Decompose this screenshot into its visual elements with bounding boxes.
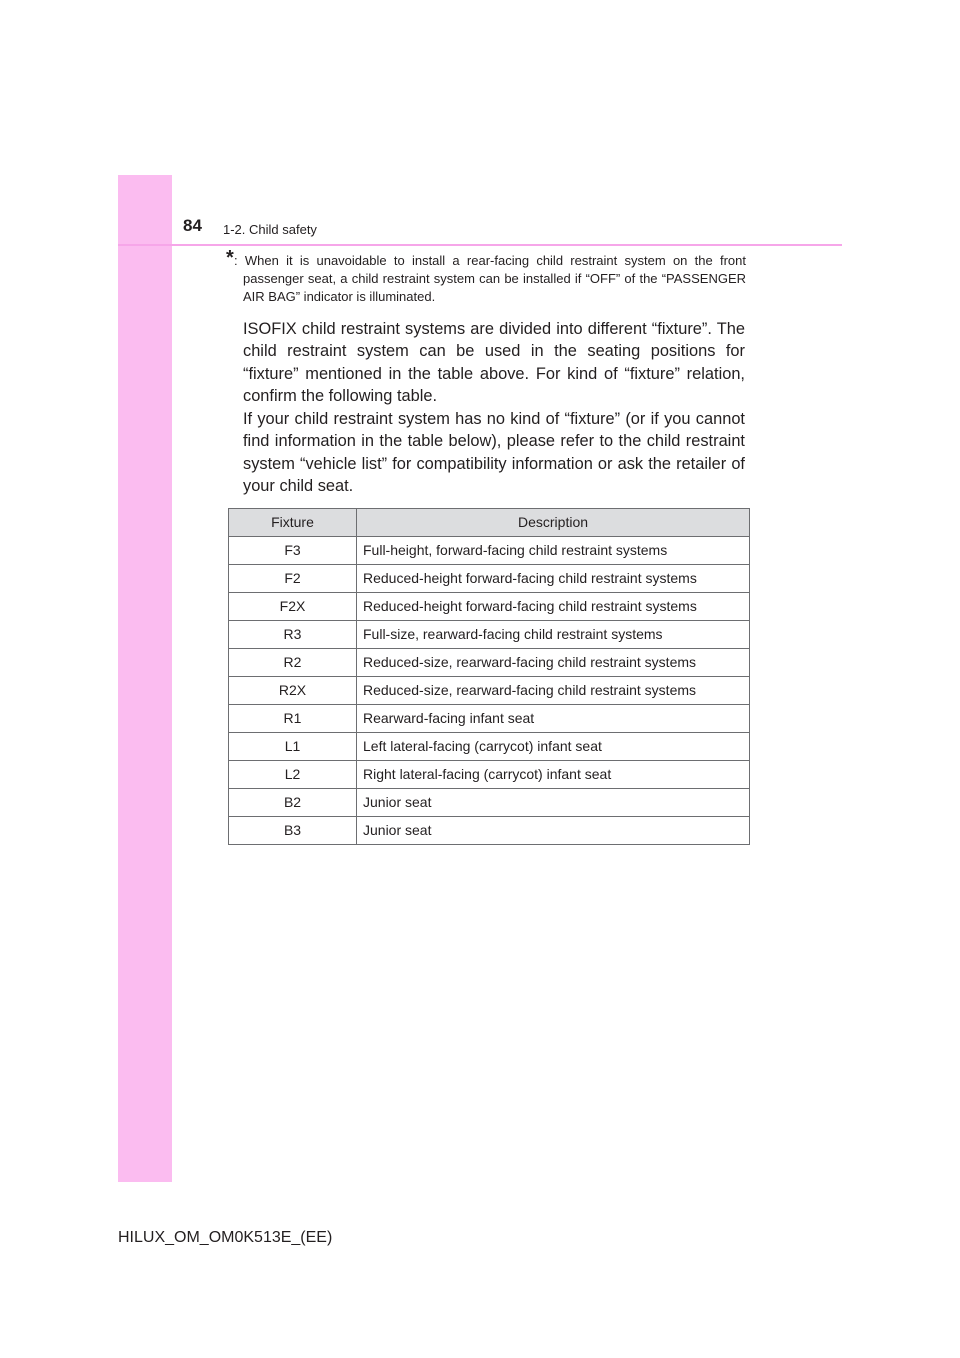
table-row [229, 537, 750, 565]
description-cell: Reduced-height forward-facing child restraint systems [357, 565, 750, 593]
description-cell: Reduced-size, rearward-facing child restraint systems [357, 677, 750, 705]
table-row [229, 593, 750, 621]
body-paragraph: ISOFIX child restraint systems are divided into different “fixture”. The child restraint system can be used in the seating positions for “fixture” mentioned in the table above. For kind of “fixture” relation, confirm the following table. [243, 320, 745, 406]
fixture-cell: F2X [229, 593, 357, 621]
document-id: HILUX_OM_OM0K513E_(EE) [118, 1229, 333, 1246]
description-cell: Left lateral-facing (carrycot) infant seat [357, 733, 750, 761]
fixture-cell: F2 [229, 565, 357, 593]
description-cell: Junior seat [357, 817, 750, 845]
fixture-cell: B3 [229, 817, 357, 845]
description-cell: Reduced-height forward-facing child restraint systems [357, 593, 750, 621]
table-row [229, 621, 750, 649]
fixture-cell: R2X [229, 677, 357, 705]
description-cell: Reduced-size, rearward-facing child restraint systems [357, 649, 750, 677]
body-paragraph: If your child restraint system has no kind of “fixture” (or if you cannot find information in the table below), please refer to the child restraint system “vehicle list” for compatibility information or ask the retailer of your child seat. [243, 410, 745, 496]
side-tab-band [118, 175, 172, 1182]
footnote-text: : When it is unavoidable to install a rear-facing child restraint system on the front passenger seat, a child restraint system can be installed if “OFF” of the “PASSENGER AIR BAG” indicator is illuminated. [234, 253, 746, 304]
footnote-asterisk: * [226, 247, 234, 269]
table-row [229, 565, 750, 593]
description-cell: Rearward-facing infant seat [357, 705, 750, 733]
fixture-cell: R1 [229, 705, 357, 733]
fixture-cell: L2 [229, 761, 357, 789]
description-cell: Full-size, rearward-facing child restraint systems [357, 621, 750, 649]
table-row [229, 649, 750, 677]
section-title: 1-2. Child safety [223, 222, 317, 237]
fixture-cell: B2 [229, 789, 357, 817]
description-cell: Right lateral-facing (carrycot) infant seat [357, 761, 750, 789]
fixture-cell: L1 [229, 733, 357, 761]
description-cell: Full-height, forward-facing child restraint systems [357, 537, 750, 565]
page-number: 84 [183, 216, 202, 235]
table-row [229, 817, 750, 845]
table-row [229, 733, 750, 761]
table-header-row [229, 509, 750, 537]
header-rule [118, 244, 842, 246]
table-row [229, 705, 750, 733]
fixture-cell: R2 [229, 649, 357, 677]
table-row [229, 789, 750, 817]
fixture-table [228, 508, 750, 845]
column-header-fixture: Fixture [229, 509, 357, 537]
footnote [226, 247, 746, 306]
description-cell: Junior seat [357, 789, 750, 817]
table-row [229, 761, 750, 789]
table-row [229, 677, 750, 705]
column-header-description: Description [357, 509, 750, 537]
fixture-cell: F3 [229, 537, 357, 565]
fixture-cell: R3 [229, 621, 357, 649]
